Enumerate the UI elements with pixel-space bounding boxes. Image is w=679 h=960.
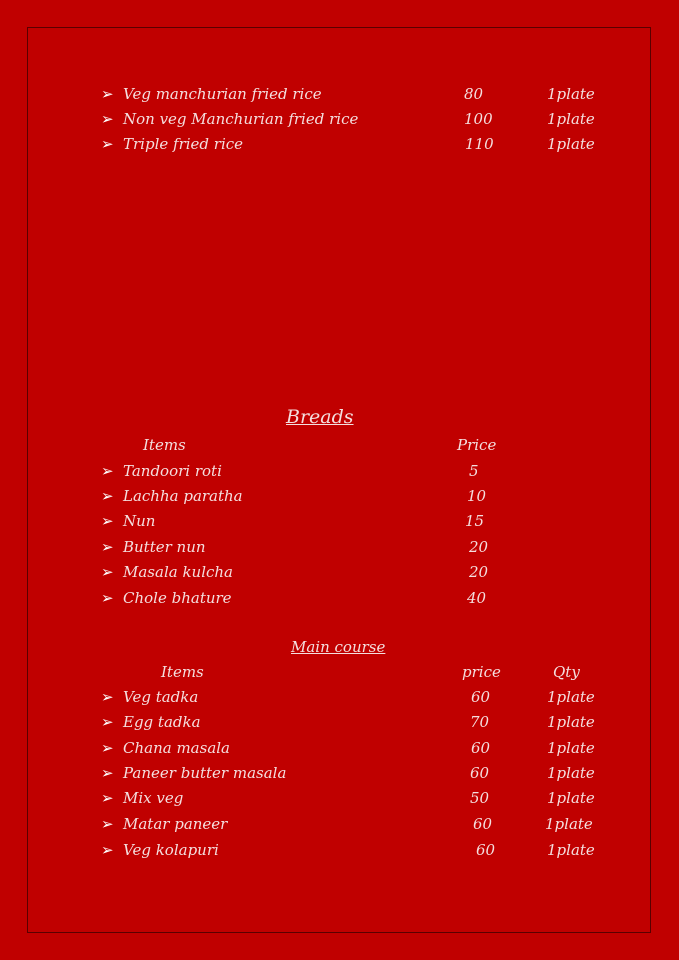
arrowhead-bullet-icon: ➢	[101, 589, 114, 607]
menu-item	[0, 536, 679, 558]
item-name: Paneer butter masala	[123, 764, 287, 782]
item-price: 50	[470, 789, 490, 807]
main-course-qty-header: Qty	[553, 663, 580, 681]
item-name: Butter nun	[123, 538, 206, 556]
menu-item	[0, 587, 679, 609]
item-qty: 1plate	[547, 713, 595, 731]
menu-item	[0, 787, 679, 809]
item-price: 10	[467, 487, 487, 505]
arrowhead-bullet-icon: ➢	[101, 135, 114, 153]
item-qty: 1plate	[547, 85, 595, 103]
menu-item	[0, 762, 679, 784]
item-qty: 1plate	[547, 110, 595, 128]
breads-price-header: Price	[457, 436, 497, 454]
item-name: Veg manchurian fried rice	[123, 85, 322, 103]
menu-item	[0, 108, 679, 130]
item-qty: 1plate	[547, 688, 595, 706]
item-price: 80	[464, 85, 484, 103]
arrowhead-bullet-icon: ➢	[101, 487, 114, 505]
item-name: Mix veg	[123, 789, 184, 807]
menu-item	[0, 737, 679, 759]
menu-item	[0, 510, 679, 532]
item-name: Nun	[123, 512, 156, 530]
item-name: Masala kulcha	[123, 563, 234, 581]
item-price: 60	[471, 688, 491, 706]
item-qty: 1plate	[547, 764, 595, 782]
arrowhead-bullet-icon: ➢	[101, 462, 114, 480]
menu-item	[0, 839, 679, 861]
breads-items-header: Items	[143, 436, 186, 454]
item-price: 40	[467, 589, 487, 607]
item-name: Lachha paratha	[123, 487, 243, 505]
item-price: 15	[465, 512, 485, 530]
arrowhead-bullet-icon: ➢	[101, 789, 114, 807]
arrowhead-bullet-icon: ➢	[101, 538, 114, 556]
item-price: 100	[464, 110, 493, 128]
menu-item	[0, 561, 679, 583]
item-price: 20	[469, 538, 489, 556]
menu-item	[0, 460, 679, 482]
menu-item	[0, 686, 679, 708]
menu-item	[0, 711, 679, 733]
item-qty: 1plate	[547, 135, 595, 153]
item-name: Triple fried rice	[123, 135, 244, 153]
item-name: Matar paneer	[123, 815, 228, 833]
arrowhead-bullet-icon: ➢	[101, 815, 114, 833]
item-name: Veg tadka	[123, 688, 199, 706]
item-price: 5	[469, 462, 479, 480]
item-price: 60	[470, 764, 490, 782]
item-price: 110	[465, 135, 494, 153]
item-price: 60	[476, 841, 496, 859]
item-name: Chana masala	[123, 739, 230, 757]
item-qty: 1plate	[547, 789, 595, 807]
menu-item	[0, 83, 679, 105]
menu-item	[0, 133, 679, 155]
breads-section-title: Breads	[286, 406, 354, 428]
arrowhead-bullet-icon: ➢	[101, 512, 114, 530]
item-price: 60	[471, 739, 491, 757]
main-course-items-header: Items	[161, 663, 204, 681]
arrowhead-bullet-icon: ➢	[101, 110, 114, 128]
item-price: 60	[473, 815, 493, 833]
arrowhead-bullet-icon: ➢	[101, 713, 114, 731]
item-price: 70	[470, 713, 490, 731]
item-qty: 1plate	[545, 815, 593, 833]
arrowhead-bullet-icon: ➢	[101, 688, 114, 706]
item-qty: 1plate	[547, 739, 595, 757]
menu-item	[0, 813, 679, 835]
item-name: Non veg Manchurian fried rice	[123, 110, 359, 128]
arrowhead-bullet-icon: ➢	[101, 563, 114, 581]
main-course-column-headers	[0, 661, 679, 683]
main-course-section-title: Main course	[291, 638, 386, 656]
arrowhead-bullet-icon: ➢	[101, 85, 114, 103]
item-price: 20	[469, 563, 489, 581]
menu-item	[0, 485, 679, 507]
arrowhead-bullet-icon: ➢	[101, 841, 114, 859]
main-course-price-header: price	[462, 663, 501, 681]
item-name: Tandoori roti	[123, 462, 222, 480]
item-qty: 1plate	[547, 841, 595, 859]
item-name: Chole bhature	[123, 589, 232, 607]
item-name: Egg tadka	[123, 713, 201, 731]
arrowhead-bullet-icon: ➢	[101, 764, 114, 782]
breads-column-headers	[0, 434, 679, 456]
arrowhead-bullet-icon: ➢	[101, 739, 114, 757]
item-name: Veg kolapuri	[123, 841, 219, 859]
